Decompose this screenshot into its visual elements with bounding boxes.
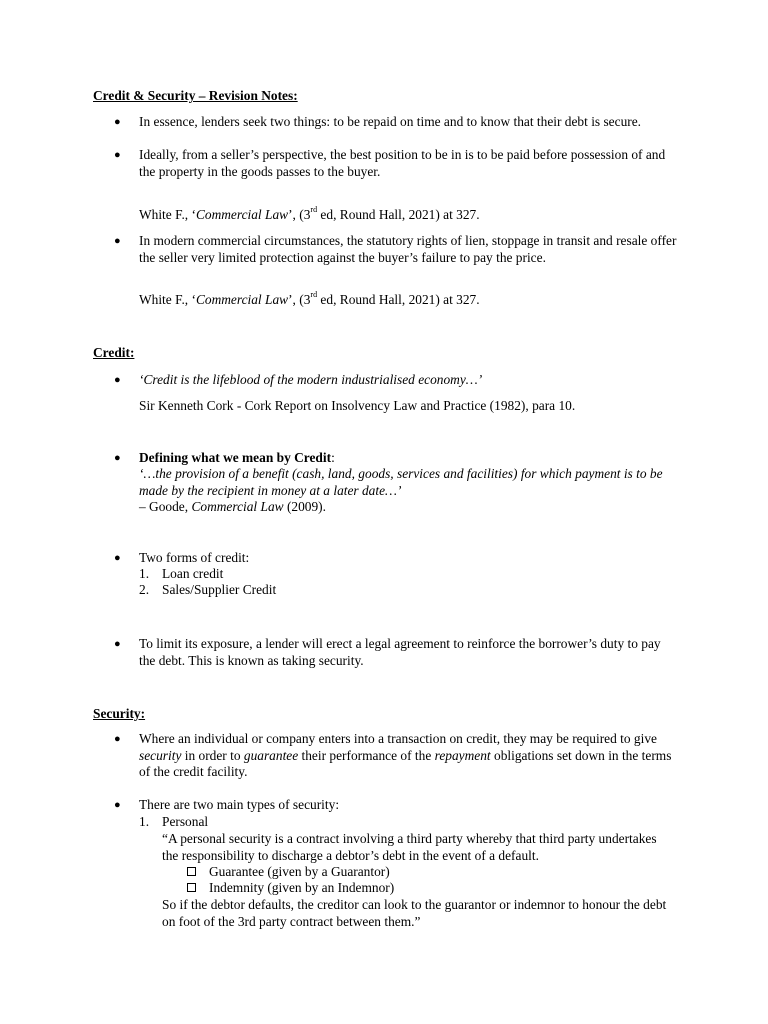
type-number: 1. (139, 814, 150, 829)
p1-c: their performance of the (298, 747, 435, 763)
p1-b: in order to (181, 747, 244, 763)
bullet-icon: ● (114, 116, 121, 128)
bullet-icon: ● (114, 733, 121, 745)
defining-bold: Defining what we mean by Credit (139, 450, 332, 465)
citation-1-sup: rd (310, 205, 318, 214)
p1-repayment: repayment (434, 747, 491, 763)
two-forms: Two forms of credit: (139, 550, 250, 565)
security-heading: Security: (93, 706, 146, 721)
bullet-icon: ● (114, 799, 121, 811)
intro-point-3: In modern commercial circumstances, the statutory rights of lien, stoppage in transit and resale offer the seller very limited protection against the buyer’s failure to pay the price. (139, 233, 677, 265)
bullet-icon: ● (114, 149, 121, 161)
p1-a: Where an individual or company enters into a transaction on credit, they may be required to give (139, 731, 657, 746)
cork-quote: ‘Credit is the lifeblood of the modern industrialised economy…’ (139, 372, 483, 387)
credit-heading: Credit: (93, 345, 135, 360)
form-number: 1. (139, 566, 150, 581)
citation-2-book: Commercial Law (195, 292, 289, 307)
p1-security: security (139, 747, 182, 763)
form-label: Sales/Supplier Credit (162, 582, 277, 597)
intro-point-1: In essence, lenders seek two things: to be repaid on time and to know that their debt is secure. (139, 114, 642, 129)
security-conclusion: So if the debtor defaults, the creditor can look to the guarantor or indemnor to honour the debt on foot of the 3rd party contract between them.” (162, 897, 667, 929)
citation-2-mid: ’, (3 (288, 292, 311, 307)
goode-book: Commercial Law (191, 499, 284, 514)
personal-quote: “A personal security is a contract involving a third party whereby that third party undertakes the responsibility to discharge a debtor’s debt in the event of a default. (162, 831, 657, 863)
check-item: Guarantee (given by a Guarantor) (209, 864, 390, 879)
citation-1-book: Commercial Law (195, 207, 289, 222)
form-number: 2. (139, 582, 150, 597)
cork-source: Sir Kenneth Cork - Cork Report on Insolvency Law and Practice (1982), para 10. (139, 398, 576, 413)
defining-colon: : (331, 450, 335, 465)
security-types: There are two main types of security: (139, 797, 340, 812)
bullet-icon: ● (114, 452, 121, 464)
defining-heading (139, 450, 679, 467)
bullet-icon: ● (114, 374, 121, 386)
bullet-icon: ● (114, 638, 121, 650)
checkbox-icon (187, 867, 196, 876)
type-label: Personal (162, 814, 209, 829)
goode-pre: – Goode, (139, 499, 192, 514)
page-title: Credit & Security – Revision Notes: (93, 88, 298, 103)
check-item: Indemnity (given by an Indemnor) (209, 880, 395, 895)
intro-point-2: Ideally, from a seller’s perspective, the best position to be in is to be paid before possession of and the property in the goods passes to the buyer. (139, 147, 666, 179)
bullet-icon: ● (114, 235, 121, 247)
citation-2-pre: White F., ‘ (139, 292, 196, 307)
bullet-icon: ● (114, 552, 121, 564)
form-label: Loan credit (162, 566, 224, 581)
citation-1-pre: White F., ‘ (139, 207, 196, 222)
citation-2-sup: rd (310, 290, 318, 299)
security-paragraph (139, 731, 679, 781)
goode-citation (139, 499, 679, 516)
citation-2 (139, 292, 679, 309)
limit-exposure: To limit its exposure, a lender will erect a legal agreement to reinforce the borrower’s duty to pay the debt. This is known as taking security. (139, 636, 661, 668)
citation-1-post: ed, Round Hall, 2021) at 327. (317, 207, 480, 222)
citation-1-mid: ’, (3 (288, 207, 311, 222)
goode-post: (2009). (283, 499, 326, 514)
p1-guarantee: guarantee (243, 747, 299, 763)
checkbox-icon (187, 883, 196, 892)
citation-1 (139, 207, 679, 224)
credit-definition: ‘…the provision of a benefit (cash, land, goods, services and facilities) for which payment is to be made by the recipient in money at a later date…’ (139, 466, 663, 498)
citation-2-post: ed, Round Hall, 2021) at 327. (317, 292, 480, 307)
p1-d: obligations set down in the terms of the credit facility. (139, 747, 672, 779)
